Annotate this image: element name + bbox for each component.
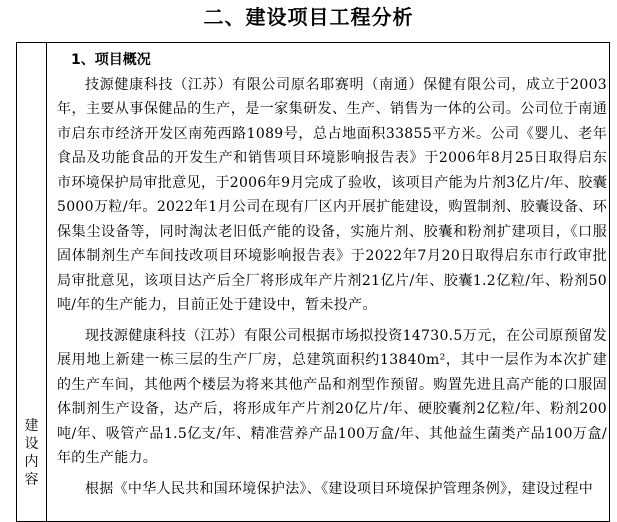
- content-table: [16, 42, 610, 522]
- side-label-char: 容: [24, 472, 39, 488]
- content-body: [57, 48, 607, 507]
- side-label-char: 建: [24, 418, 39, 434]
- paragraph-new-investment: 现技源健康科技（江苏）有限公司根据市场拟投资14730.5万元，在公司原预留发展用地上新建一栋三层的生产厂房，总建筑面积约13840m²，其中一层作为本次扩建的生产车间，其他两个楼层为将来其他产品和剂型作预留。购置先进且高产能的口服固体制剂生产设备，达产后，将形成年产片剂20亿片/年、硬胶囊剂2亿粒/年、粉剂200吨/年、吸管产品1.5亿支/年、精准营养产品100万盒/年、其他益生菌类产品100万盒/年的生产能力。: [57, 327, 607, 466]
- paragraph-legal-basis: 根据《中华人民共和国环境保护法》、《建设项目环境保护管理条例》，建设过程中: [85, 480, 594, 497]
- side-label-construction-content: [17, 417, 46, 489]
- section-title: 1、项目概况: [71, 52, 151, 68]
- paragraph-company-overview: 技源健康科技（江苏）有限公司原名耶赛明（南通）保健有限公司，成立于2003年，主要从事保健品的生产，是一家集研发、生产、销售为一体的公司。公司位于南通市启东市经济开发区南苑西路1089号，总占地面积33855平方米。公司《婴儿、老年食品及功能食品的开发生产和销售项目环境影响报告表》于2006年8月25日取得启东市环境保护局审批意见，于2006年9月完成了验收，该项目产能为片剂3亿片/年、胶囊5000万粒/年。2022年1月公司在现有厂区内开展扩能建设，购置制剂、胶囊设备、环保集尘设备等，同时淘汰老旧低产能的设备，实施片剂、胶囊和粉剂扩建项目，《口服固体制剂生产车间技改项目环境影响报告表》于2022年7月20日取得启东市行政审批局审批意见，该项目达产后全厂将形成年产片剂21亿片/年、胶囊1.2亿粒/年、粉剂50吨/年的生产能力，目前正处于建设中，暂未投产。: [57, 76, 607, 313]
- side-label-char: 设: [24, 436, 39, 452]
- side-column: [17, 43, 47, 521]
- side-label-char: 内: [24, 454, 39, 470]
- page-heading: 二、建设项目工程分析: [203, 5, 414, 29]
